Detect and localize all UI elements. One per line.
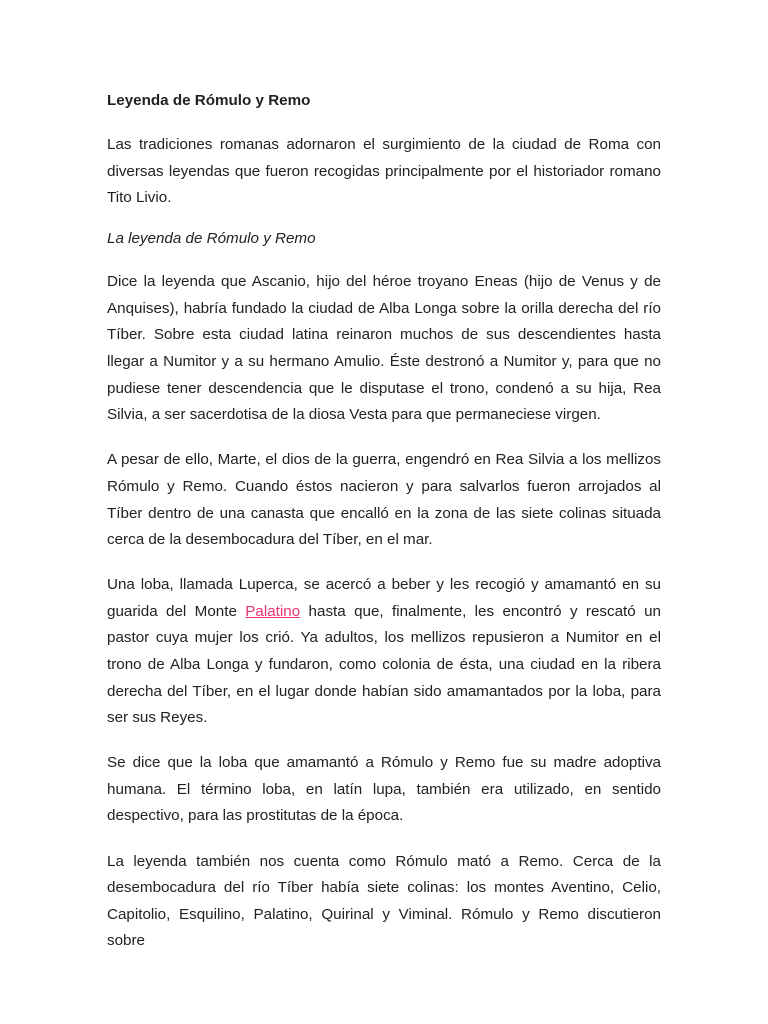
paragraph-3-text-before: Una loba, llamada Luperca, se acercó a beber y les recogió y amamantó en su guarida del Monte [107,576,661,620]
document-title: Leyenda de Rómulo y Remo [107,92,311,109]
paragraph-3-text-after: hasta que, finalmente, les encontró y rescató un pastor cuya mujer los crió. Ya adultos, los mellizos repusieron a Numitor en el trono de Alba Longa y fundaron, como colonia de ésta, una ciudad en la ribera derecha del Tíber, en el lugar donde habían sido amamantados por la loba, para ser sus Reyes. [107,602,661,727]
paragraph-1: Dice la leyenda que Ascanio, hijo del héroe troyano Eneas (hijo de Venus y de Anquises), habría fundado la ciudad de Alba Longa sobre la orilla derecha del río Tíber. Sobre esta ciudad latina reinaron muchos de sus descendientes hasta llegar a Numitor y a su hermano Amulio. Éste destronó a Numitor y, para que no pudiese tener descendencia que le disputase el trono, condenó a su hija, Rea Silvia, a ser sacerdotisa de la diosa Vesta para que permaneciese virgen. [107,273,661,424]
paragraph-3 [107,572,661,732]
intro-paragraph: Las tradiciones romanas adornaron el surgimiento de la ciudad de Roma con diversas leyendas que fueron recogidas principalmente por el historiador romano Tito Livio. [107,136,661,207]
paragraph-5: La leyenda también nos cuenta como Rómulo mató a Remo. Cerca de la desembocadura del río Tíber había siete colinas: los montes Aventino, Celio, Capitolio, Esquilino, Palatino, Quirinal y Viminal. Rómulo y Remo discutieron sobre [107,852,661,950]
document-page [107,88,661,973]
paragraph-2: A pesar de ello, Marte, el dios de la guerra, engendró en Rea Silvia a los mellizos Rómulo y Remo. Cuando éstos nacieron y para salvarlos fueron arrojados al Tíber dentro de una canasta que encalló en la zona de las siete colinas situada cerca de la desembocadura del Tíber, en el mar. [107,451,661,549]
section-subtitle: La leyenda de Rómulo y Remo [107,230,316,248]
paragraph-4: Se dice que la loba que amamantó a Rómulo y Remo fue su madre adoptiva humana. El término loba, en latín lupa, también era utilizado, en sentido despectivo, para las prostitutas de la época. [107,754,661,825]
palatino-link[interactable]: Palatino [245,602,301,620]
